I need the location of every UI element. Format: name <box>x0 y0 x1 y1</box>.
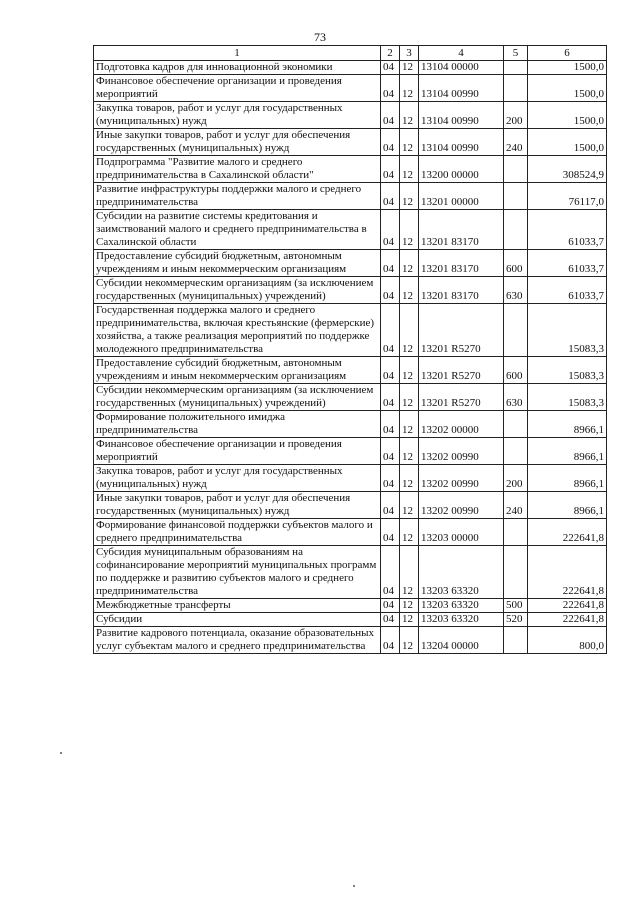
row-section: 04 <box>381 129 400 156</box>
header-row <box>94 46 607 61</box>
row-section: 04 <box>381 75 400 102</box>
row-target-code: 13202 00000 <box>419 411 504 438</box>
table-row <box>94 519 607 546</box>
row-name: Субсидии <box>94 613 381 627</box>
row-target-code: 13201 83170 <box>419 277 504 304</box>
row-subsection: 12 <box>400 102 419 129</box>
row-target-code: 13104 00000 <box>419 61 504 75</box>
row-section: 04 <box>381 156 400 183</box>
row-target-code: 13200 00000 <box>419 156 504 183</box>
row-target-code: 13201 R5270 <box>419 304 504 357</box>
row-amount: 8966,1 <box>528 438 607 465</box>
row-expense-type <box>504 627 528 654</box>
row-amount: 61033,7 <box>528 250 607 277</box>
row-name: Развитие инфраструктуры поддержки малого и среднего предпринимательства <box>94 183 381 210</box>
row-expense-type: 630 <box>504 277 528 304</box>
row-amount: 1500,0 <box>528 75 607 102</box>
row-name: Формирование положительного имиджа предпринимательства <box>94 411 381 438</box>
page-number: 73 <box>314 30 326 44</box>
row-name: Субсидии некоммерческим организациям (за исключением государственных (муниципальных) учреждений) <box>94 277 381 304</box>
row-expense-type <box>504 61 528 75</box>
table-row <box>94 599 607 613</box>
table-row <box>94 465 607 492</box>
row-target-code: 13202 00990 <box>419 492 504 519</box>
row-section: 04 <box>381 384 400 411</box>
row-section: 04 <box>381 492 400 519</box>
row-target-code: 13201 83170 <box>419 210 504 250</box>
row-name: Субсидии некоммерческим организациям (за исключением государственных (муниципальных) учреждений) <box>94 384 381 411</box>
row-name: Развитие кадрового потенциала, оказание образовательных услуг субъектам малого и среднего предпринимательства <box>94 627 381 654</box>
column-header: 3 <box>400 46 419 61</box>
row-expense-type: 200 <box>504 102 528 129</box>
row-section: 04 <box>381 183 400 210</box>
row-subsection: 12 <box>400 75 419 102</box>
row-expense-type: 630 <box>504 384 528 411</box>
row-expense-type <box>504 411 528 438</box>
row-section: 04 <box>381 599 400 613</box>
row-subsection: 12 <box>400 613 419 627</box>
row-expense-type <box>504 438 528 465</box>
column-header: 4 <box>419 46 504 61</box>
row-subsection: 12 <box>400 519 419 546</box>
row-target-code: 13201 R5270 <box>419 384 504 411</box>
row-amount: 1500,0 <box>528 61 607 75</box>
row-subsection: 12 <box>400 61 419 75</box>
row-name: Предоставление субсидий бюджетным, автономным учреждениям и иным некоммерческим организациям <box>94 357 381 384</box>
row-expense-type <box>504 75 528 102</box>
row-expense-type <box>504 304 528 357</box>
table-row <box>94 411 607 438</box>
row-name: Формирование финансовой поддержки субъектов малого и среднего предпринимательства <box>94 519 381 546</box>
row-target-code: 13203 63320 <box>419 546 504 599</box>
row-expense-type: 200 <box>504 465 528 492</box>
row-amount: 8966,1 <box>528 411 607 438</box>
row-section: 04 <box>381 465 400 492</box>
row-name: Субсидия муниципальным образованиям на софинансирование мероприятий муниципальных программ по поддержке и развитию субъектов малого и среднего предпринимательства <box>94 546 381 599</box>
row-name: Иные закупки товаров, работ и услуг для обеспечения государственных (муниципальных) нужд <box>94 129 381 156</box>
row-section: 04 <box>381 304 400 357</box>
row-subsection: 12 <box>400 411 419 438</box>
row-expense-type <box>504 546 528 599</box>
row-target-code: 13203 63320 <box>419 613 504 627</box>
column-header: 2 <box>381 46 400 61</box>
budget-table <box>93 45 607 654</box>
row-amount: 8966,1 <box>528 465 607 492</box>
row-name: Подпрограмма "Развитие малого и среднего предпринимательства в Сахалинской области" <box>94 156 381 183</box>
row-target-code: 13104 00990 <box>419 75 504 102</box>
row-expense-type: 240 <box>504 129 528 156</box>
scan-speck <box>353 885 355 887</box>
row-name: Межбюджетные трансферты <box>94 599 381 613</box>
row-name: Иные закупки товаров, работ и услуг для обеспечения государственных (муниципальных) нужд <box>94 492 381 519</box>
row-section: 04 <box>381 210 400 250</box>
row-subsection: 12 <box>400 492 419 519</box>
row-section: 04 <box>381 546 400 599</box>
row-name: Подготовка кадров для инновационной экономики <box>94 61 381 75</box>
table-row <box>94 627 607 654</box>
row-subsection: 12 <box>400 357 419 384</box>
table-row <box>94 61 607 75</box>
row-amount: 800,0 <box>528 627 607 654</box>
row-target-code: 13203 00000 <box>419 519 504 546</box>
row-section: 04 <box>381 519 400 546</box>
row-name: Государственная поддержка малого и среднего предпринимательства, включая крестьянские (фермерские) хозяйства, а также реализация мероприятий по поддержке молодежного предпринимательства <box>94 304 381 357</box>
row-subsection: 12 <box>400 210 419 250</box>
row-amount: 1500,0 <box>528 129 607 156</box>
row-amount: 8966,1 <box>528 492 607 519</box>
row-amount: 15083,3 <box>528 357 607 384</box>
row-name: Закупка товаров, работ и услуг для государственных (муниципальных) нужд <box>94 465 381 492</box>
row-subsection: 12 <box>400 277 419 304</box>
row-name: Финансовое обеспечение организации и проведения мероприятий <box>94 438 381 465</box>
row-subsection: 12 <box>400 156 419 183</box>
row-section: 04 <box>381 61 400 75</box>
row-section: 04 <box>381 627 400 654</box>
row-name: Субсидии на развитие системы кредитования и заимствований малого и среднего предпринимательства в Сахалинской области <box>94 210 381 250</box>
row-amount: 15083,3 <box>528 384 607 411</box>
row-subsection: 12 <box>400 384 419 411</box>
row-name: Закупка товаров, работ и услуг для государственных (муниципальных) нужд <box>94 102 381 129</box>
row-amount: 61033,7 <box>528 210 607 250</box>
row-section: 04 <box>381 277 400 304</box>
table-row <box>94 75 607 102</box>
row-expense-type <box>504 183 528 210</box>
row-amount: 15083,3 <box>528 304 607 357</box>
row-section: 04 <box>381 102 400 129</box>
table-body <box>94 61 607 654</box>
row-subsection: 12 <box>400 129 419 156</box>
row-subsection: 12 <box>400 599 419 613</box>
column-header: 5 <box>504 46 528 61</box>
row-amount: 222641,8 <box>528 519 607 546</box>
table-row <box>94 102 607 129</box>
row-target-code: 13104 00990 <box>419 129 504 156</box>
row-amount: 308524,9 <box>528 156 607 183</box>
row-expense-type: 600 <box>504 250 528 277</box>
row-expense-type <box>504 519 528 546</box>
row-expense-type: 600 <box>504 357 528 384</box>
table-row <box>94 129 607 156</box>
row-target-code: 13201 00000 <box>419 183 504 210</box>
table-row <box>94 277 607 304</box>
table-row <box>94 250 607 277</box>
row-target-code: 13201 83170 <box>419 250 504 277</box>
table-row <box>94 384 607 411</box>
row-amount: 222641,8 <box>528 613 607 627</box>
row-amount: 1500,0 <box>528 102 607 129</box>
row-expense-type: 500 <box>504 599 528 613</box>
row-subsection: 12 <box>400 465 419 492</box>
row-expense-type: 240 <box>504 492 528 519</box>
row-subsection: 12 <box>400 183 419 210</box>
row-amount: 222641,8 <box>528 599 607 613</box>
table-row <box>94 357 607 384</box>
table-row <box>94 492 607 519</box>
row-subsection: 12 <box>400 304 419 357</box>
table-row <box>94 156 607 183</box>
table-row <box>94 210 607 250</box>
row-section: 04 <box>381 438 400 465</box>
row-section: 04 <box>381 613 400 627</box>
table-row <box>94 304 607 357</box>
row-target-code: 13104 00990 <box>419 102 504 129</box>
row-target-code: 13201 R5270 <box>419 357 504 384</box>
column-header: 6 <box>528 46 607 61</box>
row-section: 04 <box>381 411 400 438</box>
row-amount: 222641,8 <box>528 546 607 599</box>
row-name: Финансовое обеспечение организации и проведения мероприятий <box>94 75 381 102</box>
row-subsection: 12 <box>400 250 419 277</box>
row-expense-type: 520 <box>504 613 528 627</box>
row-amount: 61033,7 <box>528 277 607 304</box>
row-subsection: 12 <box>400 438 419 465</box>
table-row <box>94 183 607 210</box>
column-header: 1 <box>94 46 381 61</box>
table-row <box>94 546 607 599</box>
row-target-code: 13203 63320 <box>419 599 504 613</box>
row-expense-type <box>504 156 528 183</box>
row-subsection: 12 <box>400 627 419 654</box>
row-target-code: 13202 00990 <box>419 438 504 465</box>
row-section: 04 <box>381 357 400 384</box>
row-target-code: 13202 00990 <box>419 465 504 492</box>
table-row <box>94 438 607 465</box>
row-subsection: 12 <box>400 546 419 599</box>
row-expense-type <box>504 210 528 250</box>
scan-speck <box>60 752 62 754</box>
table-row <box>94 613 607 627</box>
row-target-code: 13204 00000 <box>419 627 504 654</box>
row-name: Предоставление субсидий бюджетным, автономным учреждениям и иным некоммерческим организациям <box>94 250 381 277</box>
row-section: 04 <box>381 250 400 277</box>
row-amount: 76117,0 <box>528 183 607 210</box>
